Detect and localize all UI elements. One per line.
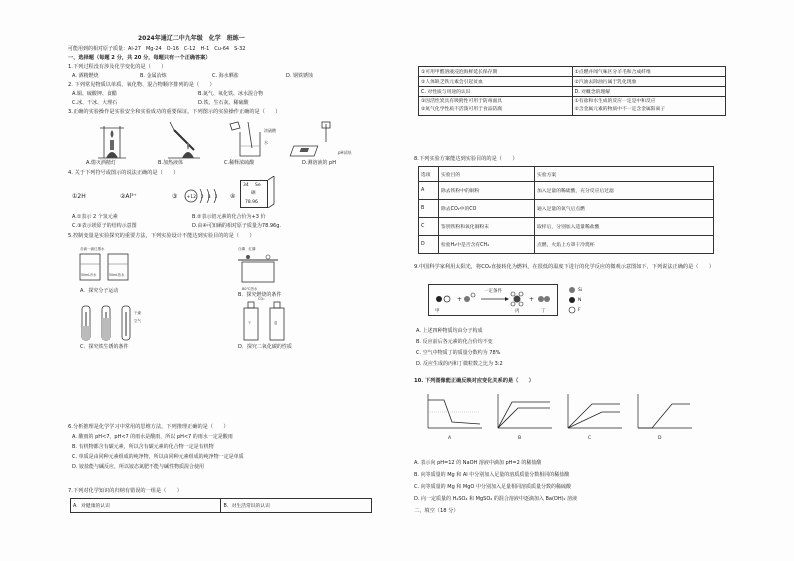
co2-bottles-icon <box>244 297 284 340</box>
section-1-heading: 一、选择题（每题 2 分，共 20 分，每题只有一个正确答案） <box>68 55 211 61</box>
beakers-temperature-icon <box>80 246 128 280</box>
svg-text:空气: 空气 <box>134 319 141 323</box>
q7-stem: 7.下列对化学知识的归纳有错误的一组是（ ） <box>68 488 182 494</box>
svg-text:CO₂: CO₂ <box>258 297 265 301</box>
q10-option-c: C. 向等质量的 Mg 和 MgO 中分别加入足量相同溶质质量分数的稀硫酸 <box>414 484 571 490</box>
q3-stem: 3.正确的实验操作是实验安全和实验成功的重要保证。下列图示的实验操作正确的是（ ） <box>68 109 281 115</box>
q8-row-d-goal: 检验H₂中是否含有CH₄ <box>439 236 535 254</box>
q1-option-c: C. 海水晒盐 <box>212 73 239 79</box>
q10-stem: 10. 下列图像能正确反映对应变化关系的是（ ） <box>414 378 534 384</box>
tile-symbol: Se <box>255 183 261 188</box>
svg-text:水: 水 <box>264 140 268 145</box>
q7-row2-left: ②人体缺乏铁元素会引起贫血 <box>419 77 573 87</box>
q8-row-a-goal: 除去铁粉中的铜粉 <box>439 182 535 200</box>
q9-option-a: A. 上述四种物质均由分子构成 <box>416 328 483 334</box>
q10-graph-label-a: A <box>448 436 452 441</box>
q8-head-option: 选项 <box>419 167 439 182</box>
tile-atomic-number: 34 <box>243 183 249 188</box>
q7-cell-a: A．对健康的认识 <box>71 499 221 513</box>
q9-label-condition: 一定条件 <box>484 289 502 294</box>
legend-n: N <box>578 298 582 303</box>
q8-stem: 8.下列实验方案能达到实验目的的是（ ） <box>414 156 518 162</box>
q7-row1-right: ①点燃并闻气味区分羊毛和合成纤维 <box>572 67 726 77</box>
q7-row3-left: C. 对性质与用途的认识 <box>419 87 573 97</box>
q7-cell-b: B．对生活常识的认识 <box>221 499 372 513</box>
q5-caption-c: C．探究铁生锈的条件 <box>80 344 129 350</box>
alcohol-lamp-icon <box>98 126 126 158</box>
q8-head-goal: 实验目的 <box>439 167 535 182</box>
svg-text:干: 干 <box>248 321 252 325</box>
graph-c-icon <box>568 394 622 428</box>
q5-caption-a: A．探究分子运动 <box>80 288 119 294</box>
tile-3d-edge <box>268 176 276 208</box>
q3-caption-c: C.稀释浓硫酸 <box>224 160 255 166</box>
q9-option-b: B. 反应前后各元素的化合价均不变 <box>416 339 493 345</box>
q9-label-ding: 丁 <box>541 309 546 314</box>
q3-caption-b: B.加热液体 <box>158 160 184 166</box>
heating-tube-icon <box>168 122 200 158</box>
q4-option-a: A.①表示 2 个氢元素 <box>72 214 118 220</box>
q7-row4-left: ①因活性炭具有吸附性可用于防毒面具 ②氮气化学性质不活泼可用于食品防腐 <box>419 97 573 116</box>
beaker-dilution-icon <box>230 122 276 156</box>
iron-rust-tubes-icon <box>82 306 141 340</box>
q4-option-d: D.由④可知硒的相对原子质量为78.96g. <box>192 223 282 229</box>
q8-row-b-goal: 除去CO₂中的CO <box>439 200 535 218</box>
q9-label-jia: 甲 <box>435 309 440 314</box>
selenium-element-tile <box>240 180 268 208</box>
q10-option-d: D. 向一定质量的 H₂SO₄ 和 MgSO₄ 的混合溶液中逐滴加入 Ba(OH)₂ 溶液 <box>414 496 578 502</box>
svg-text:白磷 红磷: 白磷 红磷 <box>238 247 256 251</box>
q2-option-c: C.冰、干冰、大理石 <box>72 100 118 106</box>
q4-symbol-4: ④ <box>230 193 236 200</box>
q4-option-c: C.③表示镁原子的结构示意图 <box>72 223 137 229</box>
graph-a-icon <box>428 394 482 428</box>
q7-table <box>418 66 726 116</box>
q8-row-a-label: A <box>419 182 439 200</box>
q6-option-d: D. 铵盐能与碱反应，所以铵态氮肥不能与碱性物质混合使用 <box>72 464 205 470</box>
tile-name: 硒 <box>251 191 256 196</box>
svg-text:干燥: 干燥 <box>134 311 141 315</box>
q1-option-a: A. 酒精燃烧 <box>72 73 99 79</box>
svg-text:2: 2 <box>201 194 204 199</box>
q10-option-a: A. 表示向 pH=12 的 NaOH 溶液中滴加 pH=2 的稀盐酸 <box>414 460 542 466</box>
svg-text:+12: +12 <box>186 195 196 200</box>
left-column <box>68 0 374 561</box>
svg-text:50mL冷水: 50mL冷水 <box>81 273 97 277</box>
q10-graph-label-d: D <box>658 436 662 441</box>
q1-option-b: B. 金属冶炼 <box>140 73 167 79</box>
q7-row3-right: D. 对概念的理解 <box>572 87 726 97</box>
q4-symbol-1: ①2H <box>72 193 86 200</box>
q8-row-c-label: C <box>419 218 439 236</box>
q8-row-a-method: 加入足量的稀硫酸，充分反应后过滤 <box>535 182 714 200</box>
q7-row4-right: ①有盐和水生成的反应一定是中和反应 ②含金属元素的物质中不一定含金属阳离子 <box>572 97 726 116</box>
q2-option-a: A.铜、硫酸钾、食醋 <box>72 91 117 97</box>
svg-text:2: 2 <box>215 194 218 199</box>
q9-label-bing: 丙 <box>515 309 520 314</box>
mg-atom-structure-icon <box>182 186 226 206</box>
svg-text:浓硫酸: 浓硫酸 <box>264 128 276 133</box>
exam-title: 2024年通辽二中九年级 化学 班练一 <box>138 35 245 42</box>
q5-experiment-illustrations <box>72 242 362 352</box>
q10-graph-label-c: C <box>588 436 592 441</box>
q8-head-method: 实验方案 <box>535 167 714 182</box>
q6-option-b: B. 有机物都含有碳元素，所以含有碳元素的化合物一定是有机物 <box>72 444 214 450</box>
right-column <box>412 0 730 561</box>
legend-swatches <box>568 286 576 316</box>
atomic-masses: 可能用到的相对原子质量：Al-27 Mg-24 O-16 C-12 H-1 Cu-64 S-32 <box>68 46 246 52</box>
q4-symbol-2: ②Al³⁺ <box>120 193 137 200</box>
section-2-heading: 二、填空（18 分） <box>414 508 459 514</box>
q2-stem: 2. 下列常见物质以单质、氧化物、混合物顺序排列的是（ ） <box>68 82 215 88</box>
svg-text:各滴一滴红墨水: 各滴一滴红墨水 <box>80 247 105 251</box>
q7-table-header <box>70 498 372 513</box>
q3-caption-a: A.熄灭酒精灯 <box>86 160 116 166</box>
combustion-copper-plate-icon <box>238 246 278 291</box>
q4-stem: 4. 关于下列符号或图示的说法正确的是（ ） <box>68 170 179 176</box>
q8-row-c-goal: 鉴别铁粉和氧化铜粉末 <box>439 218 535 236</box>
graph-d-icon <box>638 394 692 428</box>
svg-text:pH试纸: pH试纸 <box>338 150 352 155</box>
q9-reaction-diagram <box>428 284 558 316</box>
q8-row-b-label: B <box>419 200 439 218</box>
q5-stem: 5.控制变量是实验探究的重要方法，下列实验设计不能达到实验目的的是（ ） <box>68 233 255 239</box>
q4-symbol-3: ③ <box>172 193 178 200</box>
legend-si: Si <box>578 288 583 293</box>
q8-row-d-method: 点燃，火焰上方罩干冷烧杯 <box>535 236 714 254</box>
svg-text:+: + <box>529 296 535 303</box>
svg-text:湿: 湿 <box>274 321 278 325</box>
q4-option-b: B.②表示铝元素的化合价为+3 价 <box>192 214 266 220</box>
q10-graphs <box>422 392 722 436</box>
svg-text:50mL热水: 50mL热水 <box>109 273 125 277</box>
svg-text:+: + <box>457 296 463 303</box>
q10-option-b: B. 向等质量的 Mg 和 Al 中分别加入足量的溶质质量分数相同的稀盐酸 <box>414 472 570 478</box>
q7-row1-left: ①可用甲醛溶液浸泡海鲜延长保存期 <box>419 67 573 77</box>
q1-option-d: D. 钢铁锈蚀 <box>286 73 314 79</box>
q2-option-d: D.铁、生石灰、稀硫酸 <box>198 100 249 106</box>
ph-paper-icon <box>290 122 351 156</box>
q7-row2-right: ②汽油去除油污属于乳化现象 <box>572 77 726 87</box>
q6-option-a: A. 酸雨的 pH<7，pH<7 的雨水是酸雨，所以 pH<7 的雨水一定是酸雨 <box>72 434 233 440</box>
svg-text:80℃热水: 80℃热水 <box>242 287 258 291</box>
q8-table <box>418 166 714 254</box>
legend-f: F <box>578 308 581 313</box>
q8-row-c-method: 取样后，分别加入适量稀盐酸 <box>535 218 714 236</box>
q10-graph-label-b: B <box>518 436 522 441</box>
q5-caption-b: B．探究燃烧的条件 <box>238 292 282 298</box>
q9-option-c: C. 空气中物质丁的质量分数约为 78% <box>416 350 501 356</box>
q3-lab-illustrations <box>90 118 370 160</box>
q2-option-b: B.氮气、氧化铁、冰水混合物 <box>198 91 264 97</box>
q3-caption-d: D.测溶液的 pH <box>302 160 336 166</box>
graph-b-icon <box>498 394 552 428</box>
q8-row-b-method: 通入足量的氧气后点燃 <box>535 200 714 218</box>
q9-stem: 9.中国科学家利用太阳光，将CO₂直接转化为燃料，在很低的温度下进行的化学反应的微观示意图如下，下列说法正确的是（ ） <box>414 264 715 270</box>
q6-stem: 6.分析推理是化学学习中常用的思维方法，下列推理正确的是（ ） <box>68 424 229 430</box>
q1-stem: 1.下列过程没有涉及化学变化的是（ ） <box>68 64 167 70</box>
svg-text:8: 8 <box>208 194 211 199</box>
q9-option-d: D. 反应生成的丙和丁微粒数之比为 3:2 <box>416 361 503 367</box>
q6-option-c: C. 单质是由同种元素组成的纯净物，所以由同种元素组成的纯净物一定是单质 <box>72 454 244 460</box>
tile-mass: 78.96 <box>245 200 258 205</box>
q5-caption-d: D．探究二氧化碳的性质 <box>238 344 292 350</box>
q8-row-d-label: D <box>419 236 439 254</box>
